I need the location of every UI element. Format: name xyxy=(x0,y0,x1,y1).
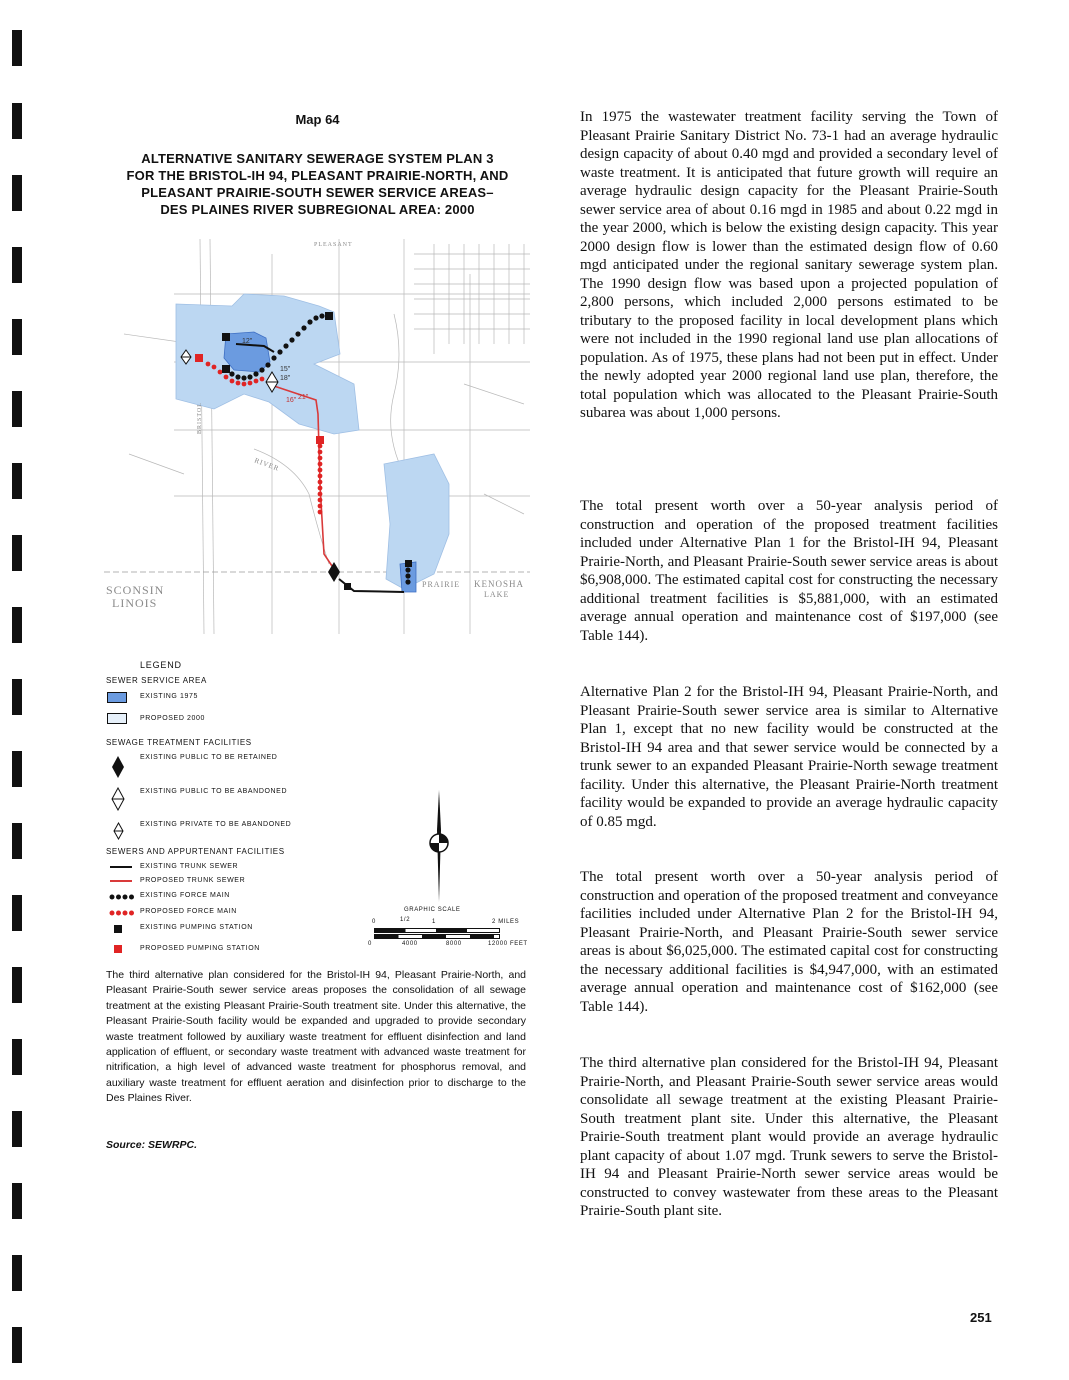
legend-item-label: PROPOSED TRUNK SEWER xyxy=(140,877,246,884)
binder-mark xyxy=(12,319,22,355)
map-number: Map 64 xyxy=(295,112,340,127)
sewerage-map xyxy=(104,234,530,650)
private-abandoned-icon xyxy=(113,822,124,840)
body-paragraph: The total present worth over a 50-year analysis period of construction and operation of the proposed treatment facilities included under Alternative Plan 1 for the Bristol-IH 94, Pleasant Prairie-North, and Pleasant Prairie-South sewer service areas is about $6,908,000. The estimated capital cost for constructing the necessary additional treatment facilities is $5,881,000, with an estimated average annual operation and maintenance cost of $197,000 (see Table 144). xyxy=(580,498,998,644)
binder-mark xyxy=(12,1111,22,1147)
binder-mark xyxy=(12,1255,22,1291)
legend-item-label: EXISTING PUBLIC TO BE ABANDONED xyxy=(140,788,288,795)
legend-heading: SEWERS AND APPURTENANT FACILITIES xyxy=(106,847,285,856)
pipe-size-label: 15" xyxy=(280,366,291,373)
page-number: 251 xyxy=(970,1310,992,1325)
map-title-line: PLEASANT PRAIRIE-SOUTH SEWER SERVICE AREAS– xyxy=(141,185,494,200)
legend-item-label: EXISTING TRUNK SEWER xyxy=(140,863,239,870)
binder-mark xyxy=(12,679,22,715)
scale-mile-label: 1/2 xyxy=(400,917,411,923)
scale-feet-label: 8000 xyxy=(446,941,462,947)
map-label-kenosha: KENOSHA xyxy=(474,579,525,589)
binder-mark xyxy=(12,751,22,787)
body-paragraph: In 1975 the wastewater treatment facility serving the Town of Pleasant Prairie Sanitary District No. 73-1 had an average hydraulic design capacity of about 0.40 mgd and provided a secondary level of waste treatment. It is anticipated that future growth will require an average hydraulic design capacity for the Pleasant Prairie-South sewer service area of about 0.16 mgd in 1985 and about 0.22 mgd in the year 2000, which is below the existing design capacity. This year 2000 design flow is lower than the estimated design flow of 0.60 mgd anticipated under the regional sanitary sewerage system plan. The 1990 design flow was based upon a projected population of 2,800 persons, which included 2,000 persons estimated to be tributary to the proposed facility in local development plans which were not included in the 1990 regional land use plan allocations of population. As of 1975, these plans had not been put in effect. Under the newly adopted year 2000 regional land use plan, therefore, the total population which was allocated to the Pleasant Prairie-South subarea was about 1,000 persons. xyxy=(580,109,998,421)
scale-mile-label: 0 xyxy=(372,919,376,925)
scale-feet-label: 4000 xyxy=(402,941,418,947)
binder-mark xyxy=(12,463,22,499)
legend-item-label: EXISTING 1975 xyxy=(140,693,198,700)
scale-bar xyxy=(374,928,500,940)
map-label-bristol: BRISTOL xyxy=(197,402,203,434)
map-label-pleasant: PLEASANT xyxy=(314,242,353,248)
map-label-lake: LAKE xyxy=(484,590,510,599)
scale-feet-label: 12000 FEET xyxy=(488,941,528,947)
legend-heading: SEWER SERVICE AREA xyxy=(106,676,207,685)
north-arrow-icon xyxy=(428,790,450,902)
public-retained-icon xyxy=(111,755,125,779)
binder-mark xyxy=(12,535,22,571)
binder-mark xyxy=(12,247,22,283)
pipe-size-label: 12" xyxy=(242,338,253,345)
binder-mark xyxy=(12,895,22,931)
pipe-size-label: 18" xyxy=(280,375,291,382)
legend-item-label: EXISTING PUMPING STATION xyxy=(140,924,253,931)
legend-title: LEGEND xyxy=(140,660,182,670)
binder-mark xyxy=(12,1183,22,1219)
legend-heading: SEWAGE TREATMENT FACILITIES xyxy=(106,738,252,747)
legend-item-label: EXISTING FORCE MAIN xyxy=(140,892,230,899)
binder-mark xyxy=(12,967,22,1003)
binder-mark xyxy=(12,391,22,427)
scale-title: GRAPHIC SCALE xyxy=(404,907,461,913)
scale-feet-label: 0 xyxy=(368,941,372,947)
body-paragraph: Alternative Plan 2 for the Bristol-IH 94, Pleasant Prairie-North, and Pleasant Prairie-South sewer service area is similar to Alternative Plan 1, except that no new facility would be constructed at the Bristol-IH 94 area and that sewer service would be connected by a trunk sewer to an expanded Pleasant Prairie-North sewage treatment facility. Under this alternative, the Pleasant Prairie-North treatment facility would be expanded to provide an average hydraulic capacity of 0.85 mgd. xyxy=(580,684,998,830)
binder-mark xyxy=(12,823,22,859)
legend-item-label: PROPOSED 2000 xyxy=(140,715,205,722)
map-label-river: RIVER xyxy=(253,456,281,473)
map-label-prairie: PRAIRIE xyxy=(422,580,461,589)
binder-mark xyxy=(12,1039,22,1075)
map-title-line: FOR THE BRISTOL-IH 94, PLEASANT PRAIRIE-NORTH, AND xyxy=(126,168,509,183)
scale-mile-label: 1 xyxy=(432,919,436,925)
legend-item-label: EXISTING PUBLIC TO BE RETAINED xyxy=(140,754,278,761)
existing-trunk-swatch xyxy=(110,866,132,868)
proposed-trunk-swatch xyxy=(110,880,132,882)
legend-item-label: EXISTING PRIVATE TO BE ABANDONED xyxy=(140,821,292,828)
body-paragraph: The total present worth over a 50-year analysis period of construction and operation of the proposed treatment and conveyance facilities included under Alternative Plan 2 for the Bristol-IH 94, Pleasant Prairie-North, and Pleasant Prairie-South sewer service areas is about $6,025,000. The estimated capital cost for constructing the necessary additional facilities is $4,947,000, with an estimated average annual operation and maintenance cost of $162,000 (see Table 144). xyxy=(580,869,998,1015)
binder-mark xyxy=(12,1327,22,1363)
legend-item-label: PROPOSED FORCE MAIN xyxy=(140,908,237,915)
pipe-size-label: 16" xyxy=(286,397,297,404)
map-caption: The third alternative plan considered for the Bristol-IH 94, Pleasant Prairie-North, and Pleasant Prairie-South sewer service areas proposes the consolidation of all sewage treatment at the existing Pleasant Prairie-South treatment site. Under this alternative, the Pleasant Prairie-South facility would be expanded and upgraded to provide secondary waste treatment followed by auxiliary waste treatment for effluent disinfection and land application of effluent, or secondary waste treatment with advanced waste treatment for nitrification, a high level of advanced waste treatment for phosphorus removal, and auxiliary waste treatment for effluent aeration and disinfection prior to discharge to the Des Plaines River. xyxy=(106,969,526,1105)
binder-mark xyxy=(12,607,22,643)
map-title-line: DES PLAINES RIVER SUBREGIONAL AREA: 2000 xyxy=(160,202,475,217)
legend-item-label: PROPOSED PUMPING STATION xyxy=(140,945,260,952)
map-title-line: ALTERNATIVE SANITARY SEWERAGE SYSTEM PLAN 3 xyxy=(141,151,494,166)
map-label-wisconsin: SCONSIN xyxy=(106,583,165,597)
proposed-pumping-swatch xyxy=(114,945,122,953)
binder-mark xyxy=(12,175,22,211)
proposed-area-swatch xyxy=(107,713,127,724)
map-label-illinois: LINOIS xyxy=(112,596,158,610)
existing-force-swatch xyxy=(109,893,135,901)
map-legend xyxy=(104,655,534,965)
map-title xyxy=(105,150,530,218)
body-paragraph: The third alternative plan considered for the Bristol-IH 94, Pleasant Prairie-North, and Pleasant Prairie-South sewer service areas would consolidate all sewage treatment at the existing Pleasant Prairie-South treatment plant site. Under this alternative, the Pleasant Prairie-South treatment plant would provide an average hydraulic plant capacity of about 1.07 mgd. Trunk sewers to serve the Bristol-IH 94 and Pleasant Prairie-North sewer service areas would be constructed to convey wastewater from these areas to the Pleasant Prairie-South plant site. xyxy=(580,1055,998,1219)
scale-mile-label: 2 MILES xyxy=(492,919,520,925)
proposed-force-swatch xyxy=(109,909,135,917)
pipe-size-label: 21" xyxy=(298,394,309,401)
binder-mark xyxy=(12,30,22,66)
existing-pumping-swatch xyxy=(114,925,122,933)
binder-mark xyxy=(12,103,22,139)
existing-area-swatch xyxy=(107,692,127,703)
map-source: Source: SEWRPC. xyxy=(106,1139,198,1151)
public-abandoned-icon xyxy=(111,787,125,811)
